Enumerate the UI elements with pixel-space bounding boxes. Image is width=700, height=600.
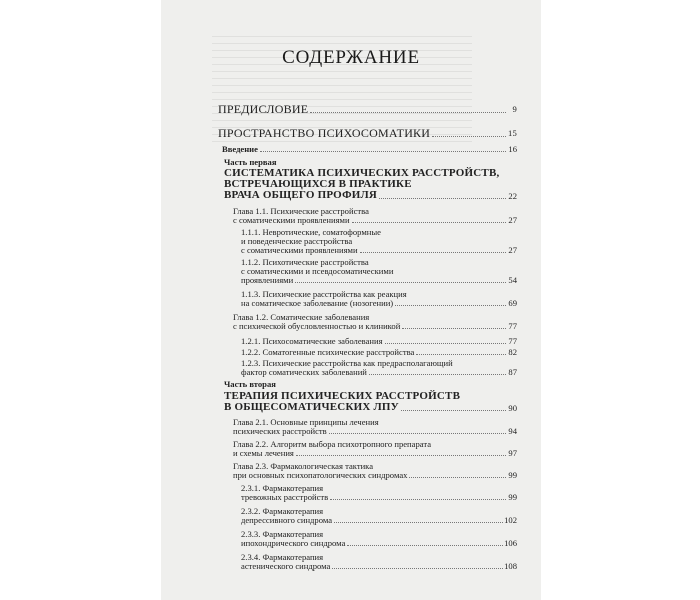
entry-line: психических расстройств xyxy=(233,426,327,436)
part-title-line: В ОБЩЕСОМАТИЧЕСКИХ ЛПУ xyxy=(224,401,399,413)
toc-entry-chapter-1-2[interactable] xyxy=(233,313,517,331)
entry-line: Глава 1.1. Психические расстройства xyxy=(233,206,369,216)
entry-line: депрессивного синдрома xyxy=(241,515,333,525)
entry-line: с соматическими проявлениями xyxy=(233,215,350,225)
entry-line: и поведенческие расстройства xyxy=(241,236,353,246)
page-number: 102 xyxy=(504,515,517,525)
page-number: 99 xyxy=(508,470,517,480)
page-number: 15 xyxy=(508,128,517,138)
dot-leader xyxy=(330,498,506,500)
page-number: 99 xyxy=(508,492,517,502)
toc-entry-section-2-3-4[interactable] xyxy=(241,553,517,571)
dot-leader xyxy=(379,197,506,199)
toc-entry-part2[interactable] xyxy=(224,391,517,413)
page-number: 27 xyxy=(508,245,517,255)
entry-line: 1.2.3. Психические расстройства как предрасполагающий xyxy=(241,358,453,368)
toc-entry-section-1-2-3[interactable] xyxy=(241,359,517,377)
page-number: 22 xyxy=(508,191,517,201)
page-number: 94 xyxy=(508,426,517,436)
dot-leader xyxy=(352,221,506,223)
entry-line: 1.2.1. Психосоматические заболевания xyxy=(241,336,383,346)
entry-line: фактор соматических заболеваний xyxy=(241,367,367,377)
dot-leader xyxy=(416,353,506,355)
dot-leader xyxy=(347,544,503,546)
page-number: 54 xyxy=(508,275,517,285)
entry-line: 2.3.4. Фармакотерапия xyxy=(241,552,324,562)
part2-label: Часть вторая xyxy=(224,379,276,389)
page-number: 69 xyxy=(508,298,517,308)
toc-entry-section-1-1-2[interactable] xyxy=(241,258,517,285)
dot-leader xyxy=(402,327,506,329)
entry-line: 1.1.3. Психические расстройства как реакция xyxy=(241,289,407,299)
dot-leader xyxy=(296,454,506,456)
entry-title: Введение xyxy=(222,144,258,154)
entry-line: 2.3.2. Фармакотерапия xyxy=(241,506,324,516)
toc-entry-chapter-2-3[interactable] xyxy=(233,462,517,480)
entry-line: проявлениями xyxy=(241,275,294,285)
entry-title: ПРОСТРАНСТВО ПСИХОСОМАТИКИ xyxy=(218,126,431,140)
part-title-line: ТЕРАПИЯ ПСИХИЧЕСКИХ РАССТРОЙСТВ xyxy=(224,390,461,402)
entry-line: и схемы лечения xyxy=(233,448,294,458)
page-number: 82 xyxy=(508,347,517,357)
toc-entry-space[interactable] xyxy=(218,127,517,139)
entry-line: астенического синдрома xyxy=(241,561,331,571)
part1-label: Часть первая xyxy=(224,157,277,167)
toc-entry-preface[interactable] xyxy=(218,103,517,115)
toc-entry-chapter-1-1[interactable] xyxy=(233,207,517,225)
page-number: 27 xyxy=(508,215,517,225)
toc-entry-section-2-3-3[interactable] xyxy=(241,530,517,548)
page-number: 87 xyxy=(508,367,517,377)
entry-line: Глава 2.1. Основные принципы лечения xyxy=(233,417,379,427)
dot-leader xyxy=(409,476,506,478)
entry-line: ипохондрического синдрома xyxy=(241,538,346,548)
toc-entry-part1[interactable] xyxy=(224,168,517,201)
entry-line: 2.3.3. Фармакотерапия xyxy=(241,529,324,539)
page-number: 97 xyxy=(508,448,517,458)
dot-leader xyxy=(369,373,506,375)
toc-entry-section-2-3-2[interactable] xyxy=(241,507,517,525)
toc-entry-chapter-2-2[interactable] xyxy=(233,440,517,458)
toc-entry-chapter-2-1[interactable] xyxy=(233,418,517,436)
entry-line: при основных психопатологических синдромах xyxy=(233,470,408,480)
entry-line: 2.3.1. Фармакотерапия xyxy=(241,483,324,493)
toc-entry-section-1-2-1[interactable] xyxy=(241,337,517,346)
toc-entry-section-1-1-3[interactable] xyxy=(241,290,517,308)
page-number: 90 xyxy=(508,403,517,413)
entry-line: с психической обусловленностью и клиникой xyxy=(233,321,401,331)
dot-leader xyxy=(385,342,506,344)
toc-entry-section-1-1-1[interactable] xyxy=(241,228,517,255)
entry-line: 1.2.2. Соматогенные психические расстройства xyxy=(241,347,415,357)
dot-leader xyxy=(260,150,506,152)
page-number: 77 xyxy=(508,321,517,331)
dot-leader xyxy=(310,111,506,113)
dot-leader xyxy=(332,567,503,569)
toc-entry-section-1-2-2[interactable] xyxy=(241,348,517,357)
entry-line: Глава 2.3. Фармакологическая тактика xyxy=(233,461,374,471)
page-number: 106 xyxy=(504,538,517,548)
toc-entry-intro[interactable] xyxy=(222,145,517,154)
dot-leader xyxy=(329,432,506,434)
dot-leader xyxy=(401,409,506,411)
entry-line: Глава 2.2. Алгоритм выбора психотропного препарата xyxy=(233,439,432,449)
entry-line: тревожных расстройств xyxy=(241,492,329,502)
entry-title: ПРЕДИСЛОВИЕ xyxy=(218,102,309,116)
page-number: 108 xyxy=(504,561,517,571)
page-number: 9 xyxy=(512,104,517,114)
entry-line: на соматическое заболевание (нозогении) xyxy=(241,298,394,308)
dot-leader xyxy=(360,251,506,253)
part-title-line: СИСТЕМАТИКА ПСИХИЧЕСКИХ РАССТРОЙСТВ, xyxy=(224,167,500,179)
dot-leader xyxy=(295,281,506,283)
entry-line: 1.1.2. Психотические расстройства xyxy=(241,257,369,267)
page-number: 16 xyxy=(508,144,517,154)
entry-line: с соматическими проявлениями xyxy=(241,245,358,255)
toc-heading: СОДЕРЖАНИЕ xyxy=(282,47,420,68)
entry-line: 1.1.1. Невротические, соматоформные xyxy=(241,227,381,237)
part-title-line: ВСТРЕЧАЮЩИХСЯ В ПРАКТИКЕ xyxy=(224,178,412,190)
entry-line: с соматическими и псевдосоматическими xyxy=(241,266,394,276)
entry-line: Глава 1.2. Соматические заболевания xyxy=(233,312,370,322)
page-number: 77 xyxy=(508,336,517,346)
part-title-line: ВРАЧА ОБЩЕГО ПРОФИЛЯ xyxy=(224,189,378,201)
dot-leader xyxy=(395,304,506,306)
dot-leader xyxy=(432,135,506,137)
toc-entry-section-2-3-1[interactable] xyxy=(241,484,517,502)
dot-leader xyxy=(334,521,503,523)
